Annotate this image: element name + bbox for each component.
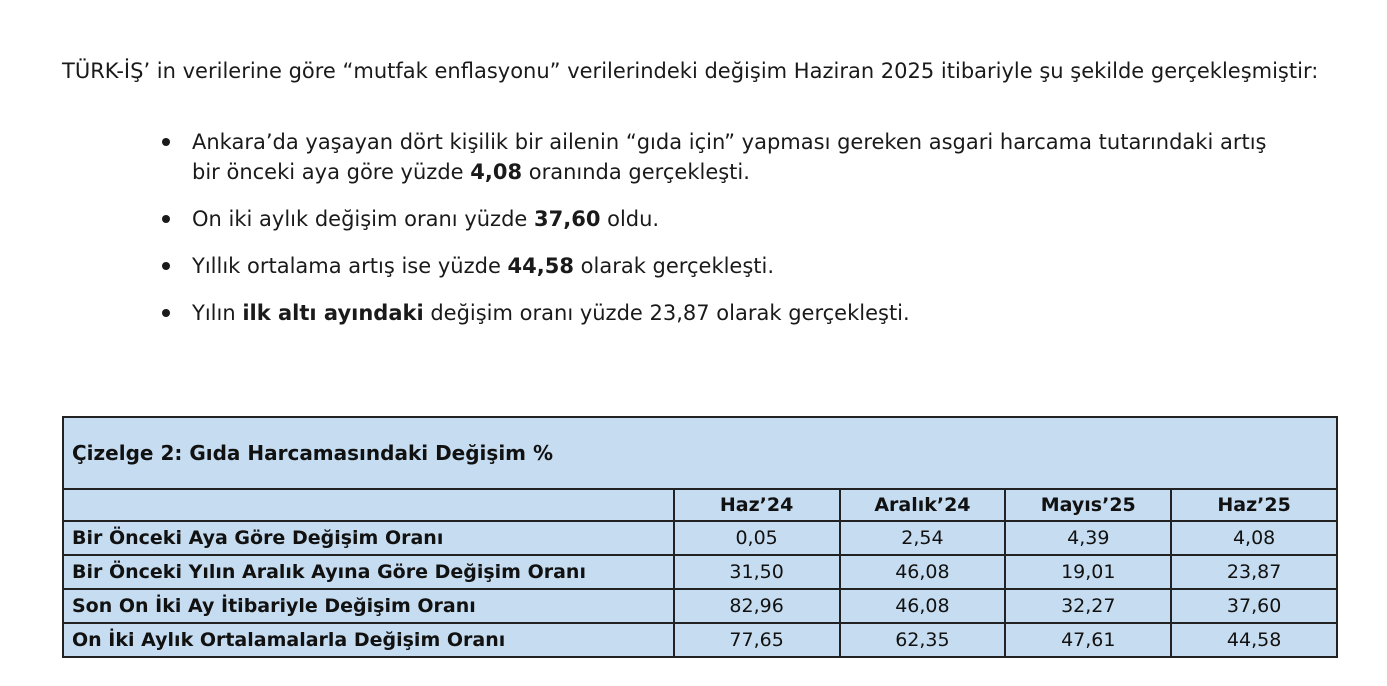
table-caption: Çizelge 2: Gıda Harcamasındaki Değişim % [63, 417, 1337, 489]
table-cell: 82,96 [674, 589, 840, 623]
bullet-text-before: On iki aylık değişim oranı yüzde [192, 207, 534, 231]
table-cell: 62,35 [840, 623, 1006, 657]
table-header-cell [63, 489, 674, 521]
table-header-cell: Haz’25 [1171, 489, 1337, 521]
bullet-icon [162, 215, 170, 223]
table-row [63, 623, 1337, 657]
bullet-highlight: 4,08 [470, 160, 523, 184]
table-cell: 46,08 [840, 589, 1006, 623]
table-header-row [63, 489, 1337, 521]
table-caption-row [63, 417, 1337, 489]
bullet-icon [162, 138, 170, 146]
bullet-text-before: Yılın [192, 301, 243, 325]
table-cell: 44,58 [1171, 623, 1337, 657]
table-header-cell: Mayıs’25 [1005, 489, 1171, 521]
bullet-item [160, 298, 1280, 328]
bullet-text-after: olarak gerçekleşti. [573, 254, 775, 278]
bullet-icon [162, 262, 170, 270]
table-row [63, 555, 1337, 589]
bullet-icon [162, 309, 170, 317]
bullet-item [160, 204, 1280, 234]
bullet-highlight: 44,58 [507, 254, 574, 278]
table-row [63, 521, 1337, 555]
table-header-cell: Haz’24 [674, 489, 840, 521]
table-cell: 4,08 [1171, 521, 1337, 555]
bullet-text-after: oldu. [600, 207, 660, 231]
bullet-highlight: 37,60 [534, 207, 601, 231]
table-cell: 0,05 [674, 521, 840, 555]
table-row [63, 589, 1337, 623]
intro-paragraph: TÜRK-İŞ’ in verilerine göre “mutfak enflasyonu” verilerindeki değişim Haziran 2025 itibariyle şu şekilde gerçekleşmiştir: [62, 59, 1319, 83]
bullet-text-before: Ankara’da yaşayan dört kişilik bir ailenin “gıda için” yapması gereken asgari harcama tutarındaki artış bir önceki aya göre yüzde [192, 130, 1267, 184]
table-cell: 23,87 [1171, 555, 1337, 589]
bullet-highlight: ilk altı ayındaki [242, 301, 424, 325]
table-header-cell: Aralık’24 [840, 489, 1006, 521]
table-cell: 31,50 [674, 555, 840, 589]
table-cell: 47,61 [1005, 623, 1171, 657]
bullet-item [160, 251, 1280, 281]
row-label: Bir Önceki Yılın Aralık Ayına Göre Değişim Oranı [63, 555, 674, 589]
table-cell: 32,27 [1005, 589, 1171, 623]
table-cell: 77,65 [674, 623, 840, 657]
food-expense-table-container [62, 416, 1338, 658]
row-label: On İki Aylık Ortalamalarla Değişim Oranı [63, 623, 674, 657]
row-label: Bir Önceki Aya Göre Değişim Oranı [63, 521, 674, 555]
bullet-item [160, 127, 1280, 187]
table-cell: 37,60 [1171, 589, 1337, 623]
table-cell: 46,08 [840, 555, 1006, 589]
table-cell: 4,39 [1005, 521, 1171, 555]
table-cell: 2,54 [840, 521, 1006, 555]
bullet-text-after: oranında gerçekleşti. [522, 160, 750, 184]
bullet-text-after: değişim oranı yüzde 23,87 olarak gerçekleşti. [423, 301, 910, 325]
table-cell: 19,01 [1005, 555, 1171, 589]
row-label: Son On İki Ay İtibariyle Değişim Oranı [63, 589, 674, 623]
bullet-text-before: Yıllık ortalama artış ise yüzde [192, 254, 508, 278]
food-expense-table [62, 416, 1338, 658]
bullet-list [160, 127, 1280, 345]
